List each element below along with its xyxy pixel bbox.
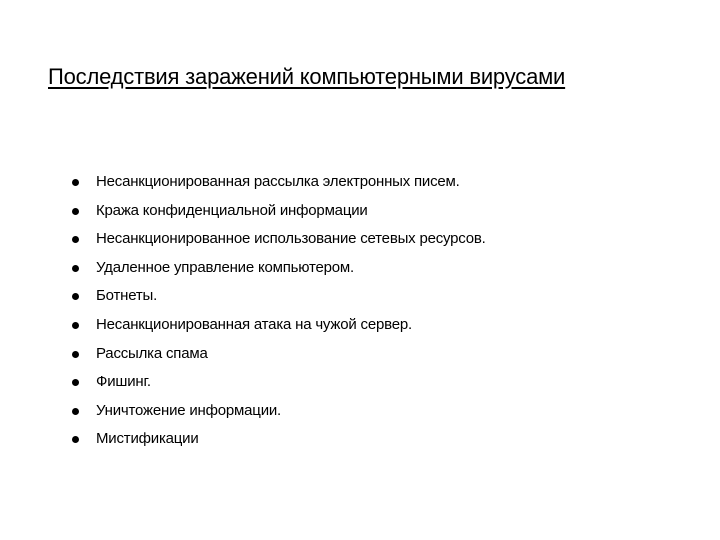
bullet-list <box>70 168 486 454</box>
bullet-dot-icon <box>72 379 79 386</box>
bullet-item-text: Кража конфиденциальной информации <box>96 201 368 219</box>
bullet-item-text: Несанкционированное использование сетевых ресурсов. <box>96 230 486 248</box>
bullet-item-text: Рассылка спама <box>96 344 208 362</box>
slide-title: Последствия заражений компьютерными вирусами <box>48 64 566 89</box>
bullet-dot-icon <box>72 236 79 243</box>
bullet-item <box>70 368 486 397</box>
bullet-dot-icon <box>72 179 79 186</box>
bullet-item <box>70 397 486 426</box>
bullet-item-text: Ботнеты. <box>96 287 158 305</box>
bullet-item <box>70 225 486 254</box>
bullet-dot-icon <box>72 265 79 272</box>
bullet-item-text: Уничтожение информации. <box>96 401 282 419</box>
bullet-item-text: Несанкционированная атака на чужой сервер. <box>96 315 412 333</box>
bullet-item-text: Удаленное управление компьютером. <box>96 258 355 276</box>
bullet-item-text: Мистификации <box>96 430 199 448</box>
bullet-item-text: Фишинг. <box>96 373 151 391</box>
bullet-item <box>70 425 486 454</box>
bullet-item <box>70 282 486 311</box>
bullet-dot-icon <box>72 436 79 443</box>
bullet-item <box>70 254 486 283</box>
bullet-dot-icon <box>72 408 79 415</box>
bullet-dot-icon <box>72 322 79 329</box>
bullet-item <box>70 168 486 197</box>
bullet-dot-icon <box>72 351 79 358</box>
bullet-dot-icon <box>72 208 79 215</box>
bullet-item <box>70 197 486 226</box>
bullet-dot-icon <box>72 293 79 300</box>
bullet-item-text: Несанкционированная рассылка электронных писем. <box>96 173 460 190</box>
bullet-item <box>70 340 486 369</box>
bullet-item <box>70 311 486 340</box>
